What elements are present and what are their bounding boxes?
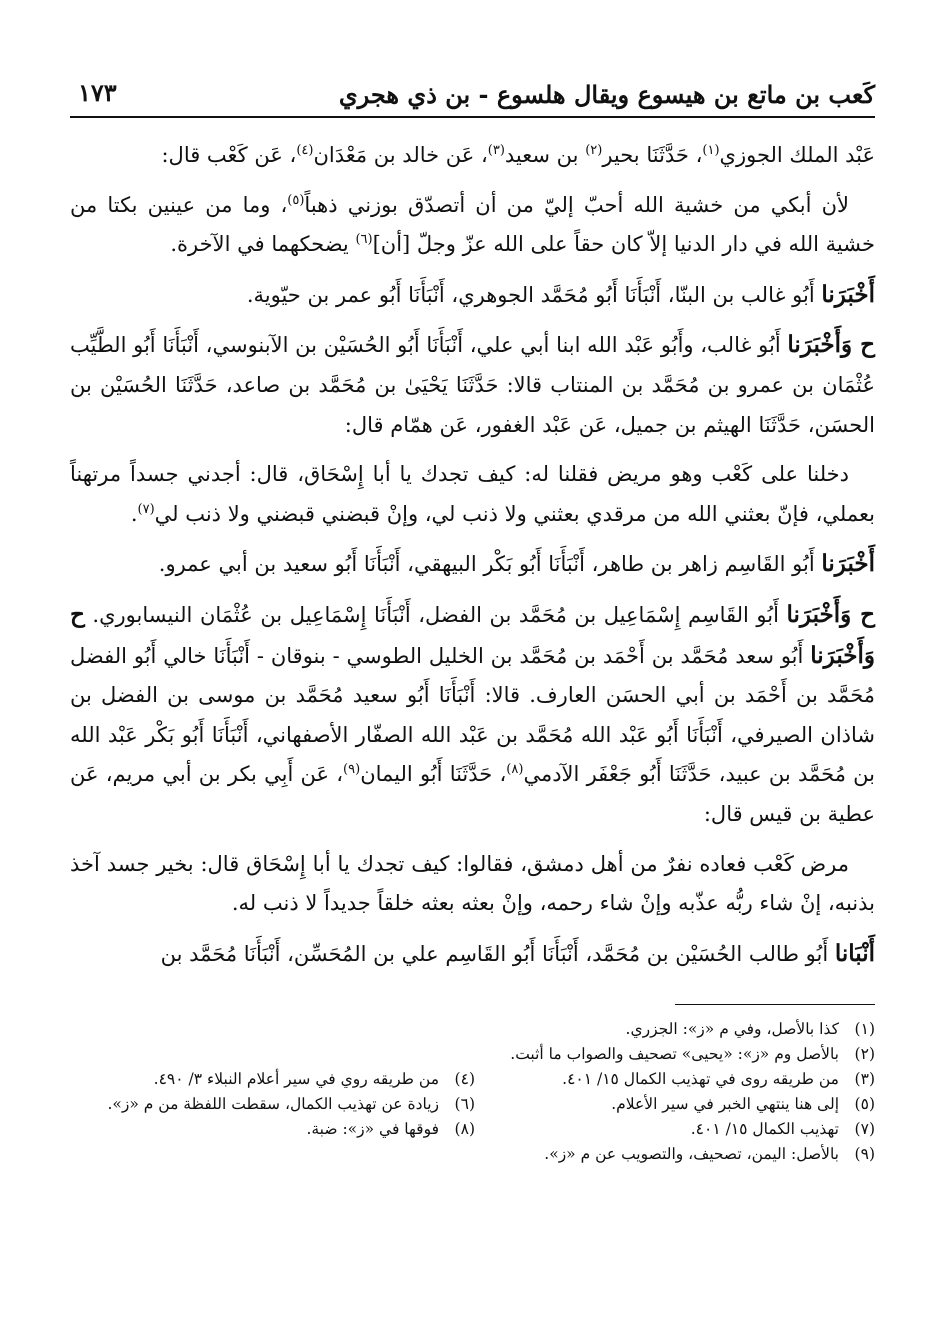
- text-run: ، وما من عينين بكتا من خشية الله في دار الدنيا إلاّ كان حقاً على الله عزّ وجلّ [أن]: [70, 192, 875, 257]
- text-run: دخلنا على كَعْب وهو مريض فقلنا له: كيف تجدك يا أبا إِسْحَاق، قال: أجدني جسداً مرتهناً بعملي، فإنّ بعثني الله من مرقدي بعثني ولا ذنب لي، وإنْ قبضني قبضني ولا ذنب لي: [70, 462, 875, 526]
- footnote: [475, 1067, 875, 1092]
- isnad-keyword: ح وَأَخْبَرَنا: [786, 600, 875, 628]
- footnote-text: بالأصل: اليمن، تصحيف، والتصويب عن م «ز».: [544, 1145, 839, 1164]
- footnote-number: (٦): [454, 1095, 475, 1114]
- footnote-row: [70, 1017, 875, 1042]
- footnote-marker: (٩): [343, 762, 361, 778]
- footnote-row: [70, 1042, 875, 1067]
- text-run: ، عَن أَبِي بكر بن أبي مريم، عَن عطية بن قيس قال:: [70, 762, 875, 826]
- footnote: [75, 1067, 475, 1092]
- paragraph: [70, 186, 875, 265]
- footnote-text: إلى هنا ينتهي الخبر في سير الأعلام.: [611, 1095, 839, 1114]
- isnad-keyword: أَخْبَرَنا: [821, 280, 875, 308]
- footnote-marker: (٣): [487, 143, 505, 158]
- text-run: ، عَن كَعْب قال:: [161, 143, 297, 167]
- footnote-number: (٩): [854, 1145, 875, 1164]
- isnad-keyword: أَخْبَرَنا: [821, 550, 875, 578]
- text-run: أَبُو سعد مُحَمَّد بن أَحْمَد بن مُحَمَّد بن الخليل الطوسي - بنوقان - أَنْبَأَنَا خالي أَبُو الفضل مُحَمَّد بن أَحْمَد بن أبي الحسَن العارف. قالا: أَنْبَأَنَا أَبُو سعيد مُحَمَّد بن موسى بن الفضل بن شاذان الصيرفي، أَنْبَأَنَا أَبُو عَبْد الله مُحَمَّد بن عَبْد الله الصفّار الأصفهاني، أَنْبَأَنَا أَبُو بَكْر عَبْد الله بن مُحَمَّد بن عبيد، حَدَّثَنَا أَبُو جَعْفَر الآدمي: [70, 643, 875, 787]
- footnote-number: (٢): [854, 1045, 875, 1064]
- running-title: كَعب بن ماتع بن هيسوع ويقال هلسوع - بن ذي هجري: [338, 80, 875, 109]
- footnote: [475, 1117, 875, 1142]
- footnote: [75, 1117, 475, 1142]
- footnote-number: (٧): [854, 1120, 875, 1139]
- text-run: أَبُو غالب بن البنّا، أَنْبَأَنَا أَبُو مُحَمَّد الجوهري، أَنْبَأَنَا أَبُو عمر بن حيّوية.: [246, 282, 822, 307]
- footnote-marker: (٨): [506, 762, 524, 778]
- footnote-number: (٥): [854, 1095, 875, 1114]
- paragraph: [70, 325, 875, 445]
- footnote-row: [70, 1067, 875, 1092]
- footnote: [475, 1092, 875, 1117]
- paragraph: [70, 845, 875, 924]
- footnote-separator: [675, 1004, 875, 1005]
- footnote-number: (١): [854, 1020, 875, 1039]
- text-run: لأن أبكي من خشية الله أحبّ إليّ من أن أتصدّق بوزني ذهباً: [304, 192, 849, 217]
- footnote: [475, 1017, 875, 1042]
- footnote: [75, 1092, 475, 1117]
- text-run: .: [130, 501, 138, 526]
- isnad-keyword: ح وَأَخْبَرَنا: [70, 600, 875, 669]
- running-header: [70, 70, 875, 118]
- book-page: [70, 70, 875, 1167]
- footnote-text: زيادة عن تهذيب الكمال، سقطت اللفظة من م «ز».: [107, 1095, 439, 1114]
- paragraph: [70, 136, 875, 176]
- footnote-text: من طريقه روي في سير أعلام النبلاء ٣/ ٤٩٠.: [153, 1070, 439, 1089]
- paragraph: [70, 595, 875, 835]
- isnad-keyword: أَنْبَانا: [834, 939, 875, 967]
- footnote-marker: (٢): [585, 143, 603, 158]
- footnote-row: [70, 1092, 875, 1117]
- isnad-keyword: ح وَأَخْبَرَنا: [787, 331, 876, 359]
- footnote-number: (٣): [854, 1070, 875, 1089]
- footnote-row: [70, 1142, 875, 1167]
- paragraph: [70, 455, 875, 534]
- text-run: يضحكهما في الآخرة.: [170, 232, 356, 257]
- text-run: عَبْد الملك الجوزي: [719, 143, 875, 167]
- text-run: بن سعيد: [504, 143, 586, 167]
- text-run: مرض كَعْب فعاده نفرٌ من أهل دمشق، فقالوا: كيف تجدك يا أبا إِسْحَاق قال: بخير جسد آخذ بذنبه، إنْ شاء ربُّه عذّبه وإنْ شاء رحمه، وإنْ بعثه بعثه خلقاً جديداً لا ذنب له.: [70, 851, 875, 916]
- text-run: ، حَدَّثَنَا بحير: [602, 143, 703, 167]
- footnote: [475, 1042, 875, 1067]
- paragraph: [70, 934, 875, 975]
- text-run: أَبُو طالب الحُسَيْن بن مُحَمَّد، أَنْبَأَنَا أَبُو القَاسِم علي بن المُحَسِّن، أَنْبَأَنَا مُحَمَّد بن: [160, 941, 835, 966]
- text-run: أَبُو القَاسِم إِسْمَاعِيل بن مُحَمَّد بن الفضل، أَنْبَأَنَا إِسْمَاعِيل بن عُثْمَان النيسابوري.: [84, 602, 787, 627]
- footnote-text: كذا بالأصل، وفي م «ز»: الجزري.: [625, 1020, 839, 1039]
- text-run: أَبُو غالب، وأَبُو عَبْد الله ابنا أبي علي، أَنْبَأَنَا أَبُو الحُسَيْن بن الآبنوسي، أَنْبَأَنَا أَبُو الطَّيِّب عُثْمَان بن عمرو بن مُحَمَّد بن المنتاب قالا: حَدَّثَنَا يَحْيَىٰ بن مُحَمَّد بن صاعد، حَدَّثَنَا الحُسَيْن بن الحسَن، حَدَّثَنَا الهيثم بن جميل، عَن عَبْد الغفور، عَن همّام قال:: [70, 333, 875, 437]
- footnote-marker: (٥): [287, 192, 305, 208]
- footnotes: [70, 1017, 875, 1167]
- text-run: ، عَن خالد بن مَعْدَان: [313, 143, 488, 167]
- footnote-marker: (٧): [137, 501, 155, 517]
- paragraph: [70, 544, 875, 585]
- paragraph: [70, 275, 875, 316]
- main-text: [70, 136, 875, 974]
- footnote-marker: (٦): [355, 232, 373, 248]
- footnote-row: [70, 1117, 875, 1142]
- footnote-number: (٨): [454, 1120, 475, 1139]
- footnote-marker: (١): [702, 143, 720, 158]
- footnote-marker: (٤): [296, 143, 314, 158]
- page-number: ١٧٣: [78, 78, 117, 107]
- footnote-text: تهذيب الكمال ١٥/ ٤٠١.: [690, 1120, 839, 1139]
- footnote: [475, 1142, 875, 1167]
- footnote-number: (٤): [454, 1070, 475, 1089]
- text-run: أَبُو القَاسِم زاهر بن طاهر، أَنْبَأَنَا أَبُو بَكْر البيهقي، أَنْبَأَنَا أَبُو سعيد بن أبي عمرو.: [158, 552, 822, 577]
- footnote-text: من طريقه روى في تهذيب الكمال ١٥/ ٤٠١.: [562, 1070, 839, 1089]
- footnote-text: فوقها في «ز»: ضبة.: [306, 1120, 439, 1139]
- footnote-text: بالأصل وم «ز»: «يحيى» تصحيف والصواب ما أثبت.: [510, 1045, 839, 1064]
- text-run: ، حَدَّثَنَا أَبُو اليمان: [360, 762, 507, 787]
